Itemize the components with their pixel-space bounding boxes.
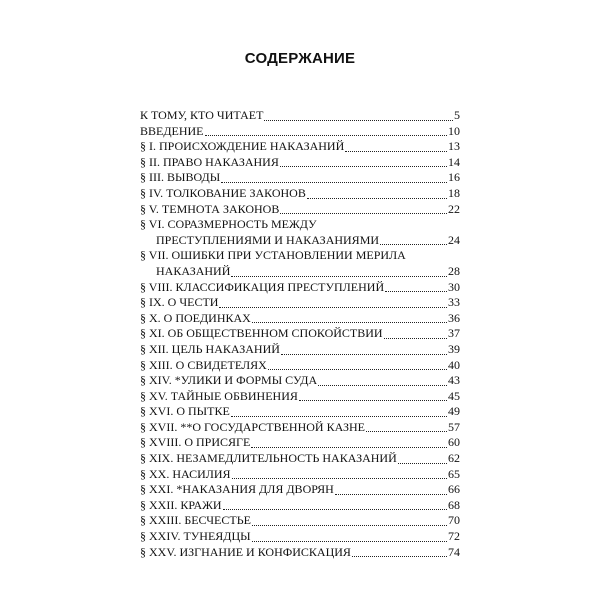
toc-entry-label: § I. ПРОИСХОЖДЕНИЕ НАКАЗАНИЙ [140,139,345,154]
dot-leader [251,447,447,448]
dot-leader [221,182,447,183]
toc-entry-label: § XIII. О СВИДЕТЕЛЯХ [140,357,267,372]
toc-page-number: 45 [448,388,460,403]
toc-entry [140,342,460,358]
dot-leader [366,431,447,432]
toc-entry [140,389,460,405]
toc-entry [140,295,460,311]
toc-entry-label: К ТОМУ, КТО ЧИТАЕТ [140,108,264,122]
toc-page-number: 24 [448,232,460,247]
toc-entry-line [140,217,460,233]
toc-page-number: 33 [448,295,460,310]
dot-leader [299,400,447,401]
toc-entry-label: § V. ТЕМНОТА ЗАКОНОВ [140,201,280,216]
toc-entry [140,155,460,171]
dot-leader [252,322,447,323]
toc-entry [140,513,460,529]
toc-page-number: 16 [448,170,460,185]
dot-leader [223,509,447,510]
toc-entry [140,202,460,218]
toc-page-number: 10 [448,123,460,138]
dot-leader [264,120,453,121]
toc-page-number: 70 [448,513,460,528]
toc-entry [140,326,460,342]
toc-entry-line [140,248,460,264]
toc-page-number: 74 [448,544,460,559]
toc-entry-label: § XXV. ИЗГНАНИЕ И КОНФИСКАЦИЯ [140,544,351,559]
toc-page-number: 65 [448,466,460,481]
toc-entry [140,186,460,202]
toc-page-number: 49 [448,404,460,419]
toc-page-number: 37 [448,326,460,341]
toc-entry-label: § XV. ТАЙНЫЕ ОБВИНЕНИЯ [140,388,298,403]
toc-entry [140,545,460,561]
dot-leader [307,198,447,199]
dot-leader [205,135,447,136]
dot-leader [280,166,447,167]
toc-entry [140,139,460,155]
dot-leader [385,291,447,292]
toc-entry [140,264,460,280]
dot-leader [231,416,447,417]
toc-page-number: 5 [454,108,460,122]
toc-entry-label: § XI. ОБ ОБЩЕСТВЕННОМ СПОКОЙСТВИИ [140,326,383,341]
toc-entry [140,451,460,467]
dot-leader [345,151,447,152]
toc-page-number: 36 [448,310,460,325]
toc-entry-label: ВВЕДЕНИЕ [140,123,204,138]
toc-entry [140,233,460,249]
toc-page-number: 13 [448,139,460,154]
toc-entry [140,311,460,327]
toc-entry [140,529,460,545]
toc-page-number: 40 [448,357,460,372]
dot-leader [398,463,447,464]
toc-entry [140,435,460,451]
toc-entry [140,170,460,186]
toc-page-number: 60 [448,435,460,450]
dot-leader [384,338,447,339]
toc-page-number: 22 [448,201,460,216]
dot-leader [380,244,447,245]
dot-leader [335,494,447,495]
toc-entry-label: § XII. ЦЕЛЬ НАКАЗАНИЙ [140,341,280,356]
dot-leader [231,276,447,277]
dot-leader [280,213,447,214]
toc-entry-label: § XXI. *НАКАЗАНИЯ ДЛЯ ДВОРЯН [140,482,334,497]
dot-leader [268,369,447,370]
toc-entry-label: § VII. ОШИБКИ ПРИ УСТАНОВЛЕНИИ МЕРИЛА [140,248,406,263]
toc-entry-label: § XVII. **О ГОСУДАРСТВЕННОЙ КАЗНЕ [140,419,365,434]
toc-page-number: 62 [448,451,460,466]
toc-page-number: 57 [448,419,460,434]
toc-entry-label: § VI. СОРАЗМЕРНОСТЬ МЕЖДУ [140,217,317,232]
toc-entry [140,124,460,140]
toc-entry-label: § III. ВЫВОДЫ [140,170,221,185]
toc-page-number: 66 [448,482,460,497]
toc-entry-label: § XIX. НЕЗАМЕДЛИТЕЛЬНОСТЬ НАКАЗАНИЙ [140,451,397,466]
dot-leader [232,478,447,479]
toc-entry [140,467,460,483]
toc-entry-label: § X. О ПОЕДИНКАХ [140,310,251,325]
dot-leader [252,525,447,526]
dot-leader [352,556,447,557]
toc-entry-label: § VIII. КЛАССИФИКАЦИЯ ПРЕСТУПЛЕНИЙ [140,279,385,294]
toc-entry-label: § XXII. КРАЖИ [140,497,222,512]
toc-entry [140,358,460,374]
toc-page-number: 72 [448,529,460,544]
toc-entry-label: § XXIV. ТУНЕЯДЦЫ [140,529,251,544]
page-title: СОДЕРЖАНИЕ [244,50,356,67]
toc-entry-label: § XVIII. О ПРИСЯГЕ [140,435,251,450]
table-of-contents [140,108,460,560]
toc-entry-label-continued: НАКАЗАНИЙ [156,263,231,278]
toc-entry [140,280,460,296]
toc-entry-label: § XVI. О ПЫТКЕ [140,404,230,419]
toc-page-number: 28 [448,263,460,278]
toc-entry [140,373,460,389]
toc-entry-label: § XXIII. БЕСЧЕСТЬЕ [140,513,251,528]
dot-leader [318,385,447,386]
dot-leader [281,354,447,355]
toc-entry [140,420,460,436]
toc-page-number: 43 [448,373,460,388]
dot-leader [219,307,447,308]
toc-page-number: 18 [448,185,460,200]
dot-leader [252,541,447,542]
toc-entry [140,108,460,124]
toc-entry-label: § XIV. *УЛИКИ И ФОРМЫ СУДА [140,373,318,388]
toc-entry [140,482,460,498]
toc-page-number: 14 [448,154,460,169]
toc-entry-label: § II. ПРАВО НАКАЗАНИЯ [140,154,279,169]
toc-page-number: 39 [448,341,460,356]
toc-page-number: 30 [448,279,460,294]
toc-entry [140,498,460,514]
toc-page-number: 68 [448,497,460,512]
toc-entry-label: § IV. ТОЛКОВАНИЕ ЗАКОНОВ [140,185,306,200]
toc-entry-label: § XX. НАСИЛИЯ [140,466,231,481]
toc-entry [140,404,460,420]
toc-entry-label: § IX. О ЧЕСТИ [140,295,219,310]
toc-entry-label-continued: ПРЕСТУПЛЕНИЯМИ И НАКАЗАНИЯМИ [156,232,380,247]
